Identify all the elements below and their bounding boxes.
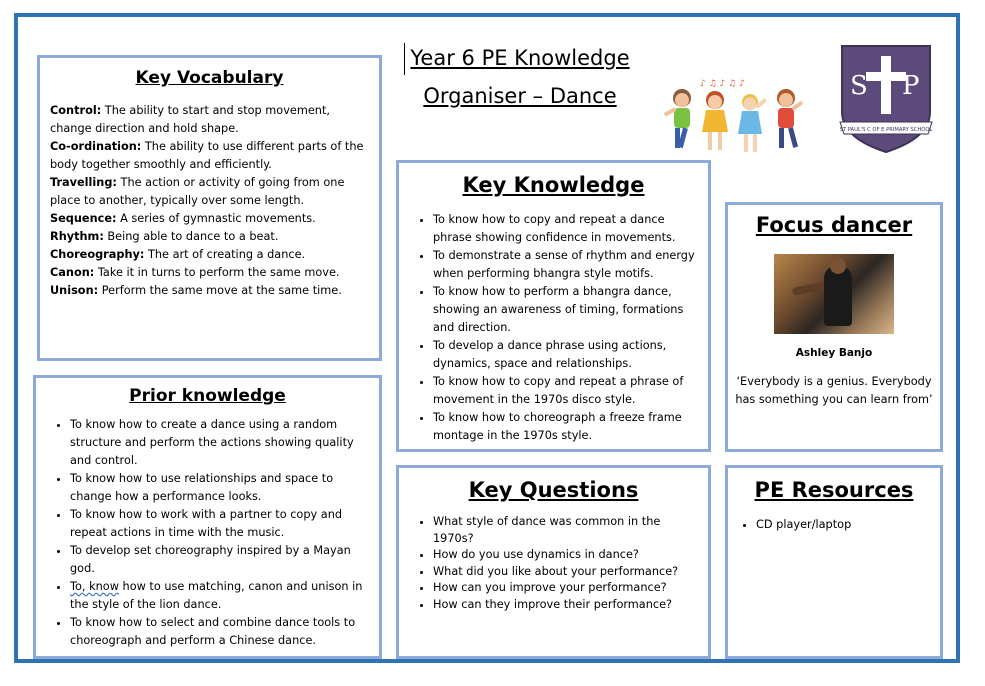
- list-item: • How can you improve your performance?: [433, 580, 698, 597]
- term-definition: The ability to start and stop movement, change direction and hold shape.: [50, 104, 330, 135]
- term-definition: The ability to use different parts of the body together smoothly and efficiently.: [50, 140, 364, 171]
- vocabulary-term: [50, 210, 369, 228]
- school-logo: [836, 42, 936, 154]
- list-item: • How do you use dynamics in dance?: [433, 547, 698, 564]
- list-item: • To know how to copy and repeat a phrase of movement in the 1970s disco style.: [433, 373, 698, 409]
- term-label: Rhythm:: [50, 230, 104, 243]
- dancer-name: Ashley Banjo: [795, 347, 873, 359]
- list-item: [70, 578, 369, 614]
- list-item: • To develop set choreography inspired by a Mayan god.: [70, 542, 369, 578]
- list-item: • How can they improve their performance?: [433, 597, 698, 614]
- prior-knowledge-panel: [33, 375, 382, 659]
- list-item-text: how to use matching, canon and unison in the style of the lion dance.: [70, 580, 363, 611]
- term-label: Choreography:: [50, 248, 145, 261]
- list-item: • To develop a dance phrase using actions, dynamics, space and relationships.: [433, 337, 698, 373]
- svg-text:S: S: [850, 71, 868, 101]
- list-item: • To demonstrate a sense of rhythm and energy when performing bhangra style motifs.: [433, 247, 698, 283]
- term-definition: Being able to dance to a beat.: [103, 230, 279, 243]
- logo-caption: ST PAUL'S C OF E PRIMARY SCHOOL: [839, 127, 933, 133]
- spellcheck-flag: To, know: [70, 580, 119, 593]
- key-knowledge-list: [399, 211, 708, 445]
- vocabulary-term: [50, 138, 369, 174]
- dancer-quote: ‘Everybody is a genius. Everybody has something you can learn from’: [735, 375, 933, 406]
- page-title-line1: Year 6 PE Knowledge: [410, 46, 630, 70]
- key-questions-heading: Key Questions: [468, 478, 639, 502]
- term-label: Travelling:: [50, 176, 117, 189]
- pe-resources-panel: [725, 465, 943, 659]
- vocabulary-list: [40, 102, 379, 300]
- term-definition: Perform the same move at the same time.: [98, 284, 342, 297]
- dancing-children-illustration: [660, 76, 810, 160]
- key-questions-list: [399, 514, 708, 613]
- vocabulary-term: [50, 246, 369, 264]
- pe-resources-heading: PE Resources: [754, 478, 914, 502]
- list-item: • What did you like about your performance?: [433, 564, 698, 581]
- term-definition: The art of creating a dance.: [144, 248, 306, 261]
- list-item: • To know how to create a dance using a random structure and perform the actions showing quality and control.: [70, 416, 369, 470]
- svg-text:♪ ♫ ♪ ♫ ♪: ♪ ♫ ♪ ♫ ♪: [700, 79, 745, 89]
- term-definition: A series of gymnastic movements.: [116, 212, 316, 225]
- key-questions-panel: [396, 465, 711, 659]
- vocabulary-term: [50, 228, 369, 246]
- term-label: Unison:: [50, 284, 99, 297]
- list-item: • To know how to choreograph a freeze frame montage in the 1970s style.: [433, 409, 698, 445]
- list-item: • To know how to use relationships and space to change how a performance looks.: [70, 470, 369, 506]
- pe-resources-list: [728, 516, 940, 534]
- list-item: • CD player/laptop: [756, 516, 930, 534]
- page-title-line2: Organiser – Dance: [423, 84, 617, 108]
- dancer-photo: [774, 254, 894, 334]
- term-definition: The action or activity of going from one place to another, typically over some length.: [50, 176, 345, 207]
- list-item: • To know how to work with a partner to copy and repeat actions in time with the music.: [70, 506, 369, 542]
- vocabulary-term: [50, 174, 369, 210]
- vocabulary-term: [50, 282, 369, 300]
- term-definition: Take it in turns to perform the same move.: [94, 266, 340, 279]
- vocabulary-term: [50, 264, 369, 282]
- key-vocabulary-heading: Key Vocabulary: [135, 68, 284, 88]
- svg-text:P: P: [902, 71, 920, 101]
- key-knowledge-panel: [396, 160, 711, 452]
- list-item: • To know how to select and combine dance tools to choreograph and perform a Chinese dance.: [70, 614, 369, 650]
- vocabulary-term: [50, 102, 369, 138]
- list-item: • What style of dance was common in the 1970s?: [433, 514, 698, 547]
- term-label: Canon:: [50, 266, 95, 279]
- focus-dancer-heading: Focus dancer: [755, 213, 913, 237]
- list-item: • To know how to copy and repeat a dance phrase showing confidence in movements.: [433, 211, 698, 247]
- key-vocabulary-panel: [37, 55, 382, 361]
- prior-knowledge-list: [36, 416, 379, 650]
- term-label: Co-ordination:: [50, 140, 142, 153]
- term-label: Control:: [50, 104, 102, 117]
- key-knowledge-heading: Key Knowledge: [462, 173, 645, 197]
- list-item: • To know how to perform a bhangra dance, showing an awareness of timing, formations and direction.: [433, 283, 698, 337]
- term-label: Sequence:: [50, 212, 117, 225]
- prior-knowledge-heading: Prior knowledge: [129, 386, 286, 406]
